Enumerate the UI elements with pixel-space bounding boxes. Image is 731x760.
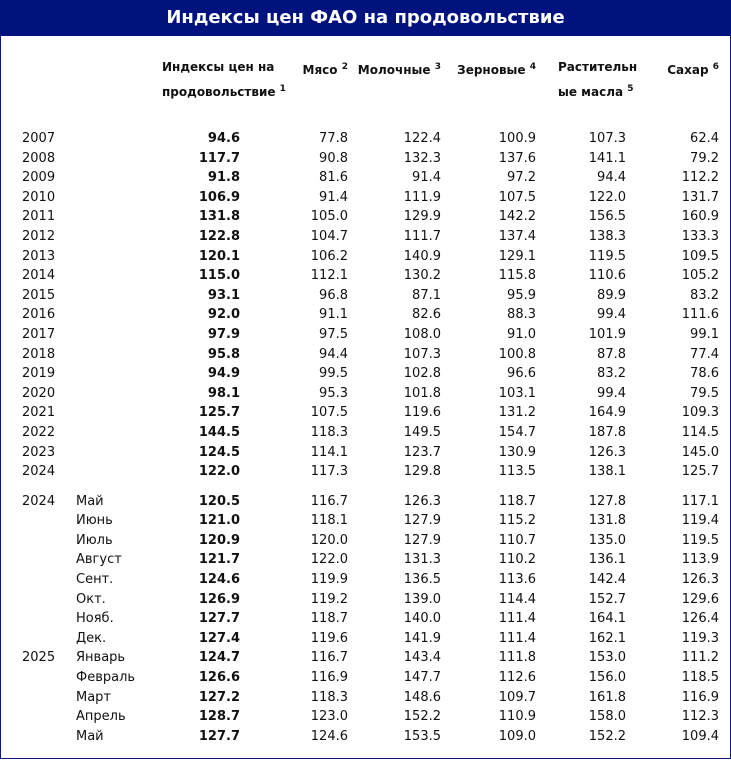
row-year: 2017 — [22, 326, 56, 342]
row-month — [74, 423, 140, 443]
row-year: 2020 — [22, 385, 56, 401]
cell-sugar: 78.6 — [690, 366, 719, 382]
row-month — [74, 443, 140, 463]
cell-oils: 127.8 — [588, 493, 626, 509]
cell-oils: 152.2 — [588, 728, 626, 744]
header-meat: Мясо $^2$ — [302, 62, 348, 77]
table-row — [0, 727, 731, 747]
cell-food-index: 124.5 — [198, 444, 240, 460]
row-year — [0, 668, 74, 688]
cell-sugar: 119.3 — [681, 630, 719, 646]
table-row — [0, 462, 731, 482]
row-month — [74, 286, 140, 306]
cell-sugar: 79.2 — [690, 150, 719, 166]
cell-food-index: 122.8 — [198, 228, 240, 244]
table-row — [0, 688, 731, 708]
cell-food-index: 126.6 — [198, 670, 240, 686]
row-month: Окт. — [76, 591, 106, 607]
cell-sugar: 119.4 — [681, 513, 719, 529]
row-month — [74, 168, 140, 188]
table-row — [0, 227, 731, 247]
table-row — [0, 384, 731, 404]
cell-cereals: 110.2 — [498, 552, 536, 568]
cell-dairy: 111.7 — [403, 228, 441, 244]
cell-cereals: 137.6 — [498, 150, 536, 166]
row-month — [74, 364, 140, 384]
cell-cereals: 137.4 — [498, 228, 536, 244]
cell-cereals: 110.7 — [498, 532, 536, 548]
cell-food-index: 97.9 — [207, 326, 240, 342]
cell-meat: 118.7 — [310, 611, 348, 627]
row-month — [74, 149, 140, 169]
cell-dairy: 126.3 — [403, 493, 441, 509]
cell-food-index: 98.1 — [207, 385, 240, 401]
row-month: Май — [76, 493, 104, 509]
row-year: 2012 — [22, 228, 56, 244]
cell-oils: 99.4 — [597, 385, 626, 401]
cell-meat: 91.1 — [319, 307, 348, 323]
row-year: 2009 — [22, 170, 56, 186]
cell-food-index: 121.7 — [198, 552, 240, 568]
cell-sugar: 79.5 — [690, 385, 719, 401]
row-year — [0, 707, 74, 727]
cell-food-index: 125.7 — [198, 405, 240, 421]
cell-cereals: 154.7 — [498, 424, 536, 440]
cell-meat: 119.6 — [310, 630, 348, 646]
row-month — [74, 207, 140, 227]
header-food-index: Индексы цен на продовольствие $^1$ — [162, 60, 286, 99]
page-title: Индексы цен ФАО на продовольствие — [0, 0, 731, 36]
row-month: Дек. — [76, 630, 107, 646]
cell-dairy: 140.9 — [403, 248, 441, 264]
cell-sugar: 109.4 — [681, 728, 719, 744]
cell-meat: 123.0 — [310, 709, 348, 725]
row-month — [74, 266, 140, 286]
cell-dairy: 130.2 — [403, 268, 441, 284]
cell-food-index: 93.1 — [207, 287, 240, 303]
table-row — [0, 403, 731, 423]
row-month: Июль — [76, 532, 113, 548]
row-year: 2023 — [22, 444, 56, 460]
cell-food-index: 115.0 — [198, 268, 240, 284]
table-row — [0, 207, 731, 227]
row-year: 2019 — [22, 366, 56, 382]
row-month: Апрель — [76, 709, 126, 725]
cell-sugar: 119.5 — [681, 532, 719, 548]
cell-food-index: 124.7 — [198, 650, 240, 666]
cell-oils: 141.1 — [588, 150, 626, 166]
row-month: Январь — [76, 650, 126, 666]
cell-meat: 91.4 — [319, 189, 348, 205]
cell-sugar: 160.9 — [681, 209, 719, 225]
cell-food-index: 131.8 — [198, 209, 240, 225]
cell-meat: 122.0 — [310, 552, 348, 568]
cell-dairy: 131.3 — [403, 552, 441, 568]
cell-cereals: 142.2 — [498, 209, 536, 225]
row-year: 2024 — [22, 464, 56, 480]
cell-sugar: 105.2 — [681, 268, 719, 284]
cell-oils: 89.9 — [597, 287, 626, 303]
row-month: Июнь — [76, 513, 113, 529]
table-row — [0, 443, 731, 463]
cell-sugar: 99.1 — [690, 326, 719, 342]
row-year: 2022 — [22, 424, 56, 440]
cell-dairy: 149.5 — [403, 424, 441, 440]
table-row — [0, 345, 731, 365]
cell-dairy: 107.3 — [403, 346, 441, 362]
cell-dairy: 108.0 — [403, 326, 441, 342]
row-month: Май — [76, 728, 104, 744]
row-month — [74, 129, 140, 149]
cell-cereals: 118.7 — [498, 493, 536, 509]
cell-meat: 114.1 — [310, 444, 348, 460]
table-row — [0, 286, 731, 306]
row-year — [0, 531, 74, 551]
cell-oils: 158.0 — [588, 709, 626, 725]
table-row — [0, 129, 731, 149]
table-row — [0, 570, 731, 590]
cell-sugar: 109.3 — [681, 405, 719, 421]
cell-food-index: 120.9 — [198, 532, 240, 548]
cell-sugar: 117.1 — [681, 493, 719, 509]
row-month — [74, 305, 140, 325]
cell-sugar: 129.6 — [681, 591, 719, 607]
cell-oils: 94.4 — [597, 170, 626, 186]
table-row — [0, 266, 731, 286]
row-year — [0, 609, 74, 629]
row-month: Нояб. — [76, 611, 114, 627]
cell-food-index: 122.0 — [198, 464, 240, 480]
cell-cereals: 96.6 — [507, 366, 536, 382]
cell-food-index: 128.7 — [198, 709, 240, 725]
cell-cereals: 115.2 — [498, 513, 536, 529]
table-row — [0, 590, 731, 610]
cell-cereals: 109.0 — [498, 728, 536, 744]
cell-meat: 120.0 — [310, 532, 348, 548]
cell-cereals: 113.5 — [498, 464, 536, 480]
cell-meat: 105.0 — [310, 209, 348, 225]
row-month: Март — [76, 689, 112, 705]
cell-oils: 122.0 — [588, 189, 626, 205]
cell-dairy: 82.6 — [412, 307, 441, 323]
cell-sugar: 83.2 — [690, 287, 719, 303]
cell-food-index: 117.7 — [198, 150, 240, 166]
row-month — [74, 345, 140, 365]
cell-meat: 81.6 — [319, 170, 348, 186]
cell-cereals: 100.8 — [498, 346, 536, 362]
row-year: 2010 — [22, 189, 56, 205]
cell-dairy: 129.9 — [403, 209, 441, 225]
cell-food-index: 106.9 — [198, 189, 240, 205]
header-oils: Растительн ые масла $^5$ — [558, 60, 638, 99]
cell-food-index: 94.9 — [207, 366, 240, 382]
cell-dairy: 153.5 — [403, 728, 441, 744]
header-cereals: Зерновые $^4$ — [457, 62, 536, 77]
cell-dairy: 119.6 — [403, 405, 441, 421]
row-month — [74, 462, 140, 482]
row-year — [0, 590, 74, 610]
cell-sugar: 145.0 — [681, 444, 719, 460]
row-year: 2011 — [22, 209, 56, 225]
cell-cereals: 107.5 — [498, 189, 536, 205]
cell-meat: 119.9 — [310, 572, 348, 588]
cell-cereals: 109.7 — [498, 689, 536, 705]
cell-meat: 107.5 — [310, 405, 348, 421]
cell-sugar: 111.2 — [681, 650, 719, 666]
cell-oils: 119.5 — [588, 248, 626, 264]
cell-sugar: 112.2 — [681, 170, 719, 186]
monthly-rows — [0, 492, 731, 747]
cell-food-index: 127.7 — [198, 611, 240, 627]
cell-oils: 83.2 — [597, 366, 626, 382]
cell-oils: 136.1 — [588, 552, 626, 568]
cell-meat: 77.8 — [319, 131, 348, 146]
cell-dairy: 148.6 — [403, 689, 441, 705]
row-month — [74, 325, 140, 345]
table-row — [0, 629, 731, 649]
row-year: 2018 — [22, 346, 56, 362]
cell-sugar: 109.5 — [681, 248, 719, 264]
cell-dairy: 87.1 — [412, 287, 441, 303]
cell-meat: 104.7 — [310, 228, 348, 244]
row-year: 2007 — [22, 131, 56, 146]
cell-food-index: 127.7 — [198, 728, 240, 744]
header-dairy: Молочные $^3$ — [357, 62, 441, 77]
row-year — [0, 550, 74, 570]
cell-oils: 101.9 — [588, 326, 626, 342]
cell-food-index: 92.0 — [207, 307, 240, 323]
table-row — [0, 668, 731, 688]
row-year: 2021 — [22, 405, 56, 421]
cell-food-index: 127.2 — [198, 689, 240, 705]
cell-sugar: 126.4 — [681, 611, 719, 627]
cell-dairy: 136.5 — [403, 572, 441, 588]
cell-food-index: 120.5 — [198, 493, 240, 509]
cell-oils: 99.4 — [597, 307, 626, 323]
cell-meat: 116.7 — [310, 493, 348, 509]
row-year: 2025 — [22, 650, 56, 666]
cell-dairy: 152.2 — [403, 709, 441, 725]
cell-dairy: 123.7 — [403, 444, 441, 460]
row-year — [0, 511, 74, 531]
cell-oils: 161.8 — [588, 689, 626, 705]
cell-oils: 138.1 — [588, 464, 626, 480]
row-month — [74, 384, 140, 404]
cell-cereals: 112.6 — [498, 670, 536, 686]
table-row — [0, 247, 731, 267]
row-month: Февраль — [76, 670, 136, 686]
row-month: Август — [76, 552, 122, 568]
cell-meat: 106.2 — [310, 248, 348, 264]
cell-dairy: 132.3 — [403, 150, 441, 166]
cell-food-index: 91.8 — [207, 170, 240, 186]
cell-oils: 87.8 — [597, 346, 626, 362]
cell-sugar: 131.7 — [681, 189, 719, 205]
cell-oils: 107.3 — [588, 131, 626, 146]
cell-sugar: 77.4 — [690, 346, 719, 362]
cell-meat: 119.2 — [310, 591, 348, 607]
cell-cereals: 114.4 — [498, 591, 536, 607]
cell-food-index: 121.0 — [198, 513, 240, 529]
cell-meat: 97.5 — [319, 326, 348, 342]
table-row — [0, 648, 731, 668]
cell-food-index: 95.8 — [207, 346, 240, 362]
cell-meat: 112.1 — [310, 268, 348, 284]
cell-cereals: 91.0 — [507, 326, 536, 342]
cell-sugar: 111.6 — [681, 307, 719, 323]
cell-oils: 138.3 — [588, 228, 626, 244]
cell-meat: 90.8 — [319, 150, 348, 166]
cell-oils: 164.1 — [588, 611, 626, 627]
cell-dairy: 101.8 — [403, 385, 441, 401]
table-row — [0, 364, 731, 384]
cell-food-index: 126.9 — [198, 591, 240, 607]
header-month — [74, 50, 140, 129]
cell-oils: 152.7 — [588, 591, 626, 607]
cell-cereals: 129.1 — [498, 248, 536, 264]
cell-sugar: 133.3 — [681, 228, 719, 244]
cell-sugar: 126.3 — [681, 572, 719, 588]
cell-cereals: 95.9 — [507, 287, 536, 303]
cell-food-index: 120.1 — [198, 248, 240, 264]
cell-dairy: 127.9 — [403, 532, 441, 548]
table-row — [0, 492, 731, 512]
cell-sugar: 118.5 — [681, 670, 719, 686]
cell-meat: 116.7 — [310, 650, 348, 666]
cell-dairy: 127.9 — [403, 513, 441, 529]
cell-oils: 156.5 — [588, 209, 626, 225]
cell-meat: 116.9 — [310, 670, 348, 686]
table-row — [0, 550, 731, 570]
cell-meat: 94.4 — [319, 346, 348, 362]
cell-meat: 117.3 — [310, 464, 348, 480]
table-row — [0, 188, 731, 208]
row-year — [0, 727, 74, 747]
cell-food-index: 94.6 — [207, 131, 240, 146]
table-row — [0, 423, 731, 443]
row-year: 2013 — [22, 248, 56, 264]
row-month — [74, 403, 140, 423]
cell-sugar: 116.9 — [681, 689, 719, 705]
section-gap — [0, 482, 731, 492]
cell-dairy: 102.8 — [403, 366, 441, 382]
cell-sugar: 62.4 — [690, 131, 719, 146]
table-row — [0, 609, 731, 629]
cell-dairy: 141.9 — [403, 630, 441, 646]
cell-cereals: 88.3 — [507, 307, 536, 323]
cell-cereals: 103.1 — [498, 385, 536, 401]
table-row — [0, 325, 731, 345]
row-year: 2008 — [22, 150, 56, 166]
cell-meat: 118.3 — [310, 689, 348, 705]
row-year: 2016 — [22, 307, 56, 323]
cell-cereals: 110.9 — [498, 709, 536, 725]
cell-meat: 96.8 — [319, 287, 348, 303]
cell-oils: 126.3 — [588, 444, 626, 460]
cell-meat: 95.3 — [319, 385, 348, 401]
row-year — [0, 688, 74, 708]
cell-cereals: 130.9 — [498, 444, 536, 460]
cell-meat: 118.1 — [310, 513, 348, 529]
cell-meat: 124.6 — [310, 728, 348, 744]
cell-meat: 118.3 — [310, 424, 348, 440]
cell-oils: 187.8 — [588, 424, 626, 440]
cell-cereals: 131.2 — [498, 405, 536, 421]
header-row — [0, 50, 731, 129]
cell-oils: 142.4 — [588, 572, 626, 588]
cell-oils: 153.0 — [588, 650, 626, 666]
cell-oils: 156.0 — [588, 670, 626, 686]
cell-cereals: 115.8 — [498, 268, 536, 284]
price-index-table — [0, 50, 731, 746]
row-month — [74, 188, 140, 208]
cell-dairy: 143.4 — [403, 650, 441, 666]
cell-cereals: 100.9 — [498, 131, 536, 146]
table-row — [0, 168, 731, 188]
table-row — [0, 149, 731, 169]
cell-cereals: 113.6 — [498, 572, 536, 588]
cell-oils: 131.8 — [588, 513, 626, 529]
cell-sugar: 112.3 — [681, 709, 719, 725]
header-sugar: Сахар $^6$ — [667, 62, 719, 77]
cell-oils: 110.6 — [588, 268, 626, 284]
cell-dairy: 139.0 — [403, 591, 441, 607]
cell-cereals: 111.4 — [498, 611, 536, 627]
cell-dairy: 111.9 — [403, 189, 441, 205]
table-row — [0, 511, 731, 531]
cell-sugar: 114.5 — [681, 424, 719, 440]
cell-dairy: 147.7 — [403, 670, 441, 686]
row-month — [74, 247, 140, 267]
row-year: 2014 — [22, 268, 56, 284]
table-row — [0, 305, 731, 325]
cell-dairy: 91.4 — [412, 170, 441, 186]
table-row — [0, 531, 731, 551]
row-month: Сент. — [76, 572, 114, 588]
cell-food-index: 144.5 — [198, 424, 240, 440]
cell-food-index: 127.4 — [198, 630, 240, 646]
cell-sugar: 113.9 — [681, 552, 719, 568]
header-year — [0, 50, 74, 129]
cell-meat: 99.5 — [319, 366, 348, 382]
row-year: 2015 — [22, 287, 56, 303]
cell-food-index: 124.6 — [198, 572, 240, 588]
cell-cereals: 111.4 — [498, 630, 536, 646]
annual-rows — [0, 129, 731, 482]
cell-dairy: 129.8 — [403, 464, 441, 480]
cell-cereals: 111.8 — [498, 650, 536, 666]
cell-oils: 164.9 — [588, 405, 626, 421]
row-year: 2024 — [22, 493, 56, 509]
table-row — [0, 707, 731, 727]
row-year — [0, 570, 74, 590]
row-month — [74, 227, 140, 247]
cell-oils: 135.0 — [588, 532, 626, 548]
cell-oils: 162.1 — [588, 630, 626, 646]
cell-dairy: 140.0 — [403, 611, 441, 627]
cell-dairy: 122.4 — [403, 131, 441, 146]
cell-cereals: 97.2 — [507, 170, 536, 186]
cell-sugar: 125.7 — [681, 464, 719, 480]
row-year — [0, 629, 74, 649]
